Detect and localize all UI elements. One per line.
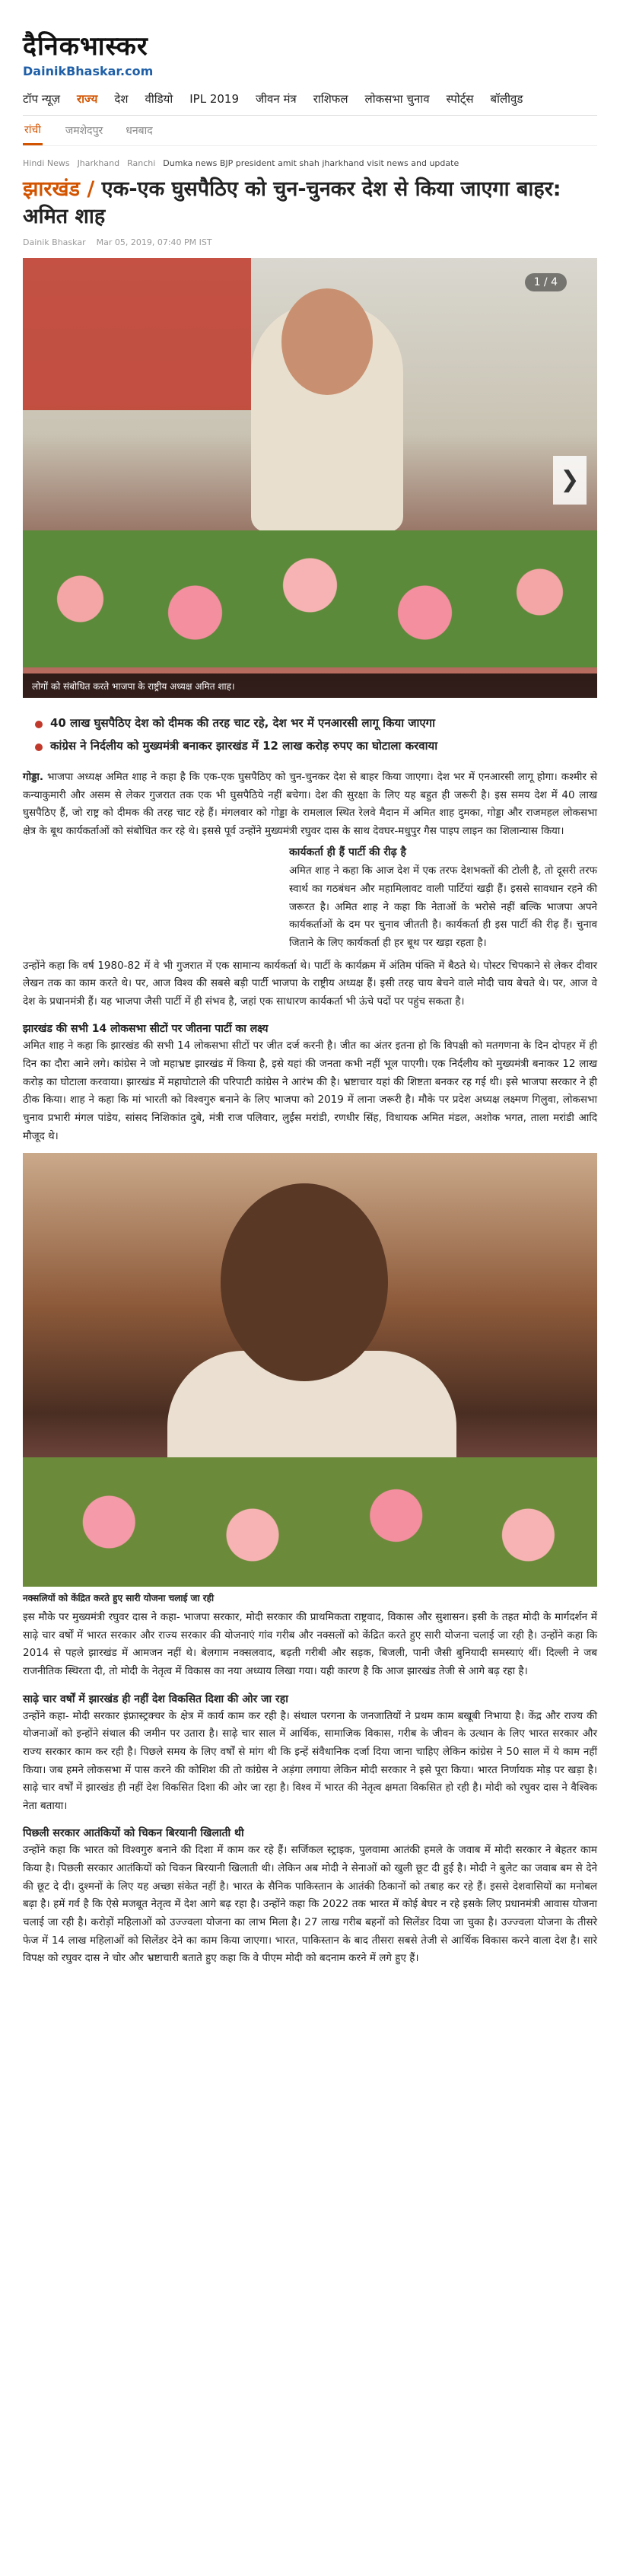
sub-section-title: कार्यकर्ता ही हैं पार्टी की रीढ़ है <box>289 846 406 859</box>
stage-banner <box>23 258 251 410</box>
nav-item-video[interactable]: वीडियो <box>145 91 173 106</box>
author: Dainik Bhaskar <box>23 237 86 247</box>
breadcrumb-current: Dumka news BJP president amit shah jharkhand visit news and update <box>163 158 459 168</box>
article-highlights <box>23 698 597 769</box>
site-logo[interactable] <box>23 0 597 82</box>
photo-subject-head <box>221 1183 388 1381</box>
nav-item-ipl[interactable]: IPL 2019 <box>189 91 239 106</box>
highlight-item: कांग्रेस ने निर्दलीय को मुख्यमंत्री बनाकर झारखंड में 12 लाख करोड़ रुपए का घोटाला करवाया <box>35 737 597 755</box>
gallery-counter: 1 / 4 <box>525 273 567 291</box>
nav-item-jeevan-mantra[interactable]: जीवन मंत्र <box>256 91 297 106</box>
logo-url: DainikBhaskar.com <box>23 64 154 78</box>
nav-item-country[interactable]: देश <box>114 91 129 106</box>
sub-section <box>289 845 597 952</box>
subnav-jamshedpur[interactable]: जमशेदपुर <box>65 125 103 137</box>
section-title: साढ़े चार वर्षों में झारखंड ही नहीं देश विकसित दिशा की ओर जा रहा <box>23 1692 288 1705</box>
publish-date: Mar 05, 2019, 07:40 PM IST <box>96 237 212 247</box>
highlight-item: 40 लाख घुसपैठिए देश को दीमक की तरह चाट रहे, देश भर में एनआरसी लागू किया जाएगा <box>35 715 597 732</box>
subnav-dhanbad[interactable]: धनबाद <box>126 125 153 137</box>
paragraph: अमित शाह ने कहा कि आज देश में एक तरफ देशभक्तों की टोली है, तो दूसरी तरफ स्वार्थ का गठबंधन और महामिलावट वाली पार्टियां खड़ी हैं। इससे सावधान रहने की जरूरत है। अमित शाह ने कहा कि नेताओं के भरोसे नहीं बल्कि भाजपा अपने कार्यकर्ताओं के दम पर चुनाव जीतती है। कार्यकर्ता ही इस पार्टी की रीढ़ हैं। चुनाव जिताने के लिए कार्यकर्ता ही हर बूथ पर खड़ा रहता है। <box>289 865 597 949</box>
dateline: गोड्डा. <box>23 770 44 783</box>
gallery-caption: लोगों को संबोधित करते भाजपा के राष्ट्रीय अध्यक्ष अमित शाह। <box>23 673 597 698</box>
breadcrumb-jharkhand[interactable]: Jharkhand <box>77 158 120 168</box>
paragraph: इस मौके पर मुख्यमंत्री रघुवर दास ने कहा- भाजपा सरकार, मोदी सरकार की प्राथमिकता राष्ट्रवाद, विकास और सुशासन। इसी के तहत मोदी के मार्गदर्शन में साढ़े चार वर्षों में भारत सरकार और राज्य सरकार की योजनाएं गांव गरीब और नक्सलों को केंद्रित करते हुए सारी योजना चलाई जा रही है। उन्होंने कहा कि 2014 से पहले झारखंड में आमजन नहीं थे। बेलगाम नक्सलवाद, बढ़ती गरीबी और सड़क, बिजली, पानी जैसी बुनियादी समस्याएं थीं। दिल्ली ने जब राजनीतिक स्थिरता दी, तो मोदी के नेतृत्व में विकास का नया अध्याय लिखा गया। यही कारण है कि आज झारखंड तेजी से आगे बढ़ रहा है। <box>23 1611 597 1677</box>
photo-gallery[interactable] <box>23 258 597 698</box>
paragraph: उन्होंने कहा कि वर्ष 1980-82 में वे भी गुजरात में एक सामान्य कार्यकर्ता थे। पार्टी के कार्यक्रम में अंतिम पंक्ति में बैठते थे। पोस्टर चिपकाने से लेकर दीवार लेखन तक का काम करते थे। पर, आज विश्व की सबसे बड़ी पार्टी भाजपा के राष्ट्रीय अध्यक्ष हैं। इसी तरह चाय बेचने वाले मोदी चाय बेचते थे। पर, आज वे देश के प्रधानमंत्री हैं। यह भाजपा जैसी पार्टी में ही संभव है, जहां एक साधारण कार्यकर्ता भी ऊंचे पदों पर पहुंच सकता है। <box>23 959 597 1008</box>
speaker-head <box>281 288 373 395</box>
nav-item-sports[interactable]: स्पोर्ट्स <box>446 91 474 106</box>
subnav-ranchi[interactable]: रांची <box>23 116 43 145</box>
chevron-right-icon: ❯ <box>560 466 580 494</box>
paragraph-text: भाजपा अध्यक्ष अमित शाह ने कहा है कि एक-एक घुसपैठिए को चुन-चुनकर देश से बाहर किया जाएगा। देश भर में एनआरसी लागू होगा। कश्मीर से कन्याकुमारी और असम से लेकर गुजरात तक एक भी घुसपैठिये नहीं बचेगा। देश की सुरक्षा के लिए यह बहुत ही जरूरी है। इस समय देश में 40 लाख घुसपैठिए हैं, जो राष्ट्र को दीमक की तरह चाट रहे हैं। मंगलवार को गोड्डा के रामलाल स्थित रेलवे मैदान में अमित शाह दुमका, गोड्डा और राजमहल लोकसभा क्षेत्र के बूथ कार्यकर्ताओं को संबोधित कर रहे थे। इससे पूर्व उन्होंने मुख्यमंत्री रघुवर दास के साथ देवघर-मधुपुर गैस पाइप लाइन का शिलान्यास किया। <box>23 770 598 837</box>
nav-item-bollywood[interactable]: बॉलीवुड <box>490 91 523 106</box>
nav-item-top-news[interactable]: टॉप न्यूज़ <box>23 91 60 106</box>
article-body <box>23 769 597 1968</box>
section-title: पिछली सरकार आतंकियों को चिकन बिरयानी खिलाती थी <box>23 1827 244 1840</box>
paragraph: उन्होंने कहा- मोदी सरकार इंफ्रास्ट्रक्चर के क्षेत्र में कार्य काम कर रही है। संथाल परगना के जनजातियों ने प्रथम काम बखूबी निभाया है। केंद्र और राज्य की योजनाओं को इन्होंने संथाल की जमीन पर उतारा है। साढ़े चार साल में आर्थिक, सामाजिक विकास, गरीब के जीवन के उत्थान के लिए भारत सरकार और राज्य सरकार काम कर रही है। पिछले समय के लिए वर्षों से मांग थी कि इन्हें संवैधानिक दर्जा दिया जाना चाहिए लेकिन कांग्रेस ने 50 साल में ये काम नहीं किया। जब हमने लोकसभा में पास करने की कोशिश की तो कांग्रेस ने अड़ंगा लगाया लेकिन मोदी सरकार ने इसे पूरा किया। भारत निर्णायक मोड़ पर खड़ा है। साढ़े चार वर्षों में झारखंड ही नहीं देश विकसित दिशा की ओर जा रहा है। विश्व में भारत की नेतृत्व क्षमता विकसित हो रही है। मोदी को रघुवर दास ने वैश्विक नेता बताया। <box>23 1709 597 1812</box>
breadcrumb-ranchi[interactable]: Ranchi <box>127 158 156 168</box>
nav-item-state[interactable]: राज्य <box>77 91 98 106</box>
nav-item-loksabha[interactable]: लोकसभा चुनाव <box>364 91 430 106</box>
page-title: झारखंड / एक-एक घुसपैठिए को चुन-चुनकर देश से किया जाएगा बाहर: अमित शाह <box>23 177 561 229</box>
headline-text: एक-एक घुसपैठिए को चुन-चुनकर देश से किया जाएगा बाहर: अमित शाह <box>23 177 561 229</box>
breadcrumb-hindi-news[interactable]: Hindi News <box>23 158 70 168</box>
city-subnav <box>23 116 597 146</box>
article-photo[interactable] <box>23 1153 597 1587</box>
gallery-next-button[interactable] <box>553 456 587 505</box>
flower-decoration <box>23 530 597 667</box>
main-nav <box>23 82 597 116</box>
breadcrumb <box>23 146 597 176</box>
section-title: झारखंड की सभी 14 लोकसभा सीटों पर जीतना पार्टी का लक्ष्य <box>23 1023 269 1036</box>
headline-state[interactable]: झारखंड <box>23 177 80 201</box>
logo-wordmark: दैनिकभास्कर <box>23 31 148 62</box>
photo-caption: नक्सलियों को केंद्रित करते हुए सारी योजना चलाई जा रही <box>23 1593 215 1604</box>
paragraph: उन्होंने कहा कि भारत को विश्वगुरु बनाने की दिशा में काम कर रहे हैं। सर्जिकल स्ट्राइक, पुलवामा आतंकी हमले के जवाब में मोदी सरकार ने बेहतर काम किया है। पिछली सरकार आतंकियों को चिकन बिरयानी खिलाती थी। लेकिन अब मोदी ने सेनाओं को खुली छूट दी हुई है। मोदी ने बुलेट का जवाब बम से देने की छूट दे दी। दुश्मनों के लिए यह अच्छा संकेत नहीं है। भारत के सैनिक पाकिस्तान के आतंकी ठिकानों को तबाह कर रहे हैं। इससे देशवासियों का मनोबल बढ़ा है। हमें गर्व है कि ऐसे मजबूत नेतृत्व में देश आगे बढ़ रहा है। उन्होंने कहा कि 2022 तक भारत में कोई बेघर न रहे इसके लिए प्रधानमंत्री आवास योजना चलाई जा रही है। करोड़ों महिलाओं को उज्ज्वला योजना का लाभ मिला है। 27 लाख गरीब बहनों को सिलेंडर दिया जा चुका है। उज्ज्वला योजना के तीसरे फेज में 14 लाख महिलाओं को सिलेंडर देने का काम किया जाएगा। भारत, पाकिस्तान के बाद तीसरा सबसे तेजी से आर्थिक विकास करने वाला देश है। सारे विपक्ष को रघुवर दास ने चोर और भ्रष्टाचारी बताते हुए कहा कि वे पीएम मोदी को बदनाम करने में लगे हुए हैं। <box>23 1844 597 1965</box>
paragraph <box>23 769 597 841</box>
flower-decoration <box>23 1457 597 1587</box>
article-meta <box>23 231 597 258</box>
paragraph: अमित शाह ने कहा कि झारखंड की सभी 14 लोकसभा सीटों पर जीत दर्ज करनी है। जीत का अंतर इतना हो कि विपक्षी को मतगणना के दिन दोपहर में ही दिन का दौरा आने लगे। कांग्रेस ने जो महाभ्रष्ट झारखंड में किया है, इसे यहां की जनता कभी नहीं भूल पाएगी। एक निर्दलीय को मुख्यमंत्री बनाकर 12 लाख करोड़ का घोटाला करवाया। झारखंड में महाघोटाले की परिपाटी कांग्रेस ने आरंभ की है। भ्रष्टाचार यहां की शिष्टता बनकर रह गई थी। इसे भाजपा सरकार ने ही ठीक किया। शाह ने कहा कि मां भारती को विश्वगुरु बनाने के लिए भाजपा को 2019 में लाना जरूरी है। मौके पर प्रदेश अध्यक्ष लक्ष्मण गिलुवा, लोकसभा चुनाव प्रभारी मंगल पांडेय, सांसद निशिकांत दुबे, मंत्री राज पलिवार, लुईस मरांडी, रणधीर सिंह, विधायक अमित मंडल, अशोक भगत, ताला मरांडी आदि मौजूद थे। <box>23 1040 597 1142</box>
nav-item-rashifal[interactable]: राशिफल <box>313 91 348 106</box>
